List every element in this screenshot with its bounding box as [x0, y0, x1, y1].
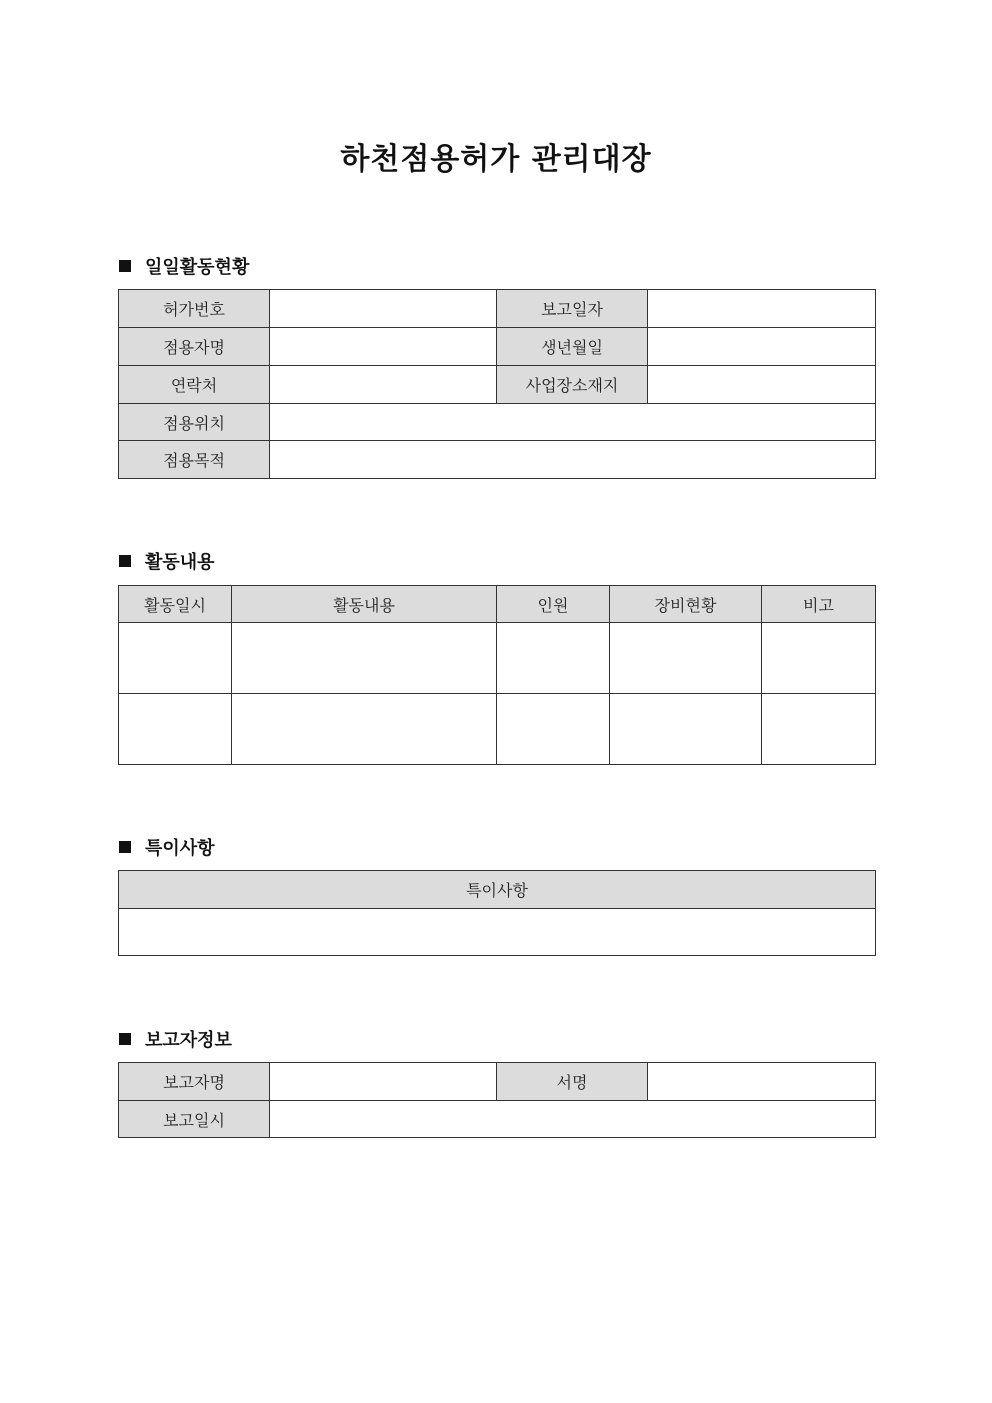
occupancy-location-label: 점용위치 — [119, 404, 270, 441]
report-datetime-label: 보고일시 — [119, 1101, 270, 1138]
section-heading-reporter — [119, 1026, 232, 1052]
personnel-cell[interactable] — [497, 623, 610, 694]
reporter-table — [118, 1062, 876, 1138]
occupancy-purpose-field[interactable] — [270, 441, 876, 479]
column-header: 장비현황 — [610, 586, 762, 623]
daily-status-table — [118, 289, 876, 479]
column-header: 활동일시 — [119, 586, 232, 623]
column-header: 인원 — [497, 586, 610, 623]
activity-datetime-cell[interactable] — [119, 694, 232, 765]
personnel-cell[interactable] — [497, 694, 610, 765]
signature-field[interactable] — [648, 1063, 876, 1101]
activity-content-cell[interactable] — [232, 694, 497, 765]
section-heading-activity — [119, 548, 215, 574]
section-title: 활동내용 — [145, 552, 215, 573]
report-date-field[interactable] — [648, 290, 876, 328]
table-row — [119, 623, 876, 694]
contact-field[interactable] — [270, 366, 497, 404]
reporter-name-field[interactable] — [270, 1063, 497, 1101]
occupancy-purpose-label: 점용목적 — [119, 441, 270, 479]
square-bullet-icon — [119, 1033, 131, 1045]
equipment-cell[interactable] — [610, 694, 762, 765]
column-header: 비고 — [762, 586, 876, 623]
birth-date-label: 생년월일 — [497, 328, 648, 366]
business-address-label: 사업장소재지 — [497, 366, 648, 404]
section-title: 특이사항 — [145, 838, 215, 859]
section-heading-daily — [119, 253, 249, 279]
contact-label: 연락처 — [119, 366, 270, 404]
page-title: 하천점용허가 관리대장 — [340, 142, 652, 177]
permit-no-field[interactable] — [270, 290, 497, 328]
table-row — [119, 694, 876, 765]
report-datetime-field[interactable] — [270, 1101, 876, 1138]
report-date-label: 보고일자 — [497, 290, 648, 328]
equipment-cell[interactable] — [610, 623, 762, 694]
section-heading-notes — [119, 834, 215, 860]
column-header: 활동내용 — [232, 586, 497, 623]
section-title: 보고자정보 — [145, 1030, 232, 1051]
birth-date-field[interactable] — [648, 328, 876, 366]
activity-datetime-cell[interactable] — [119, 623, 232, 694]
square-bullet-icon — [119, 841, 131, 853]
notes-table — [118, 870, 876, 956]
section-title: 일일활동현황 — [145, 257, 250, 278]
square-bullet-icon — [119, 260, 131, 272]
occupant-name-label: 점용자명 — [119, 328, 270, 366]
square-bullet-icon — [119, 555, 131, 567]
permit-no-label: 허가번호 — [119, 290, 270, 328]
reporter-name-label: 보고자명 — [119, 1063, 270, 1101]
business-address-field[interactable] — [648, 366, 876, 404]
remarks-cell[interactable] — [762, 623, 876, 694]
occupant-name-field[interactable] — [270, 328, 497, 366]
remarks-cell[interactable] — [762, 694, 876, 765]
activity-table — [118, 585, 876, 765]
signature-label: 서명 — [497, 1063, 648, 1101]
occupancy-location-field[interactable] — [270, 404, 876, 441]
notes-field[interactable] — [119, 909, 876, 956]
column-header: 특이사항 — [119, 871, 876, 909]
activity-content-cell[interactable] — [232, 623, 497, 694]
